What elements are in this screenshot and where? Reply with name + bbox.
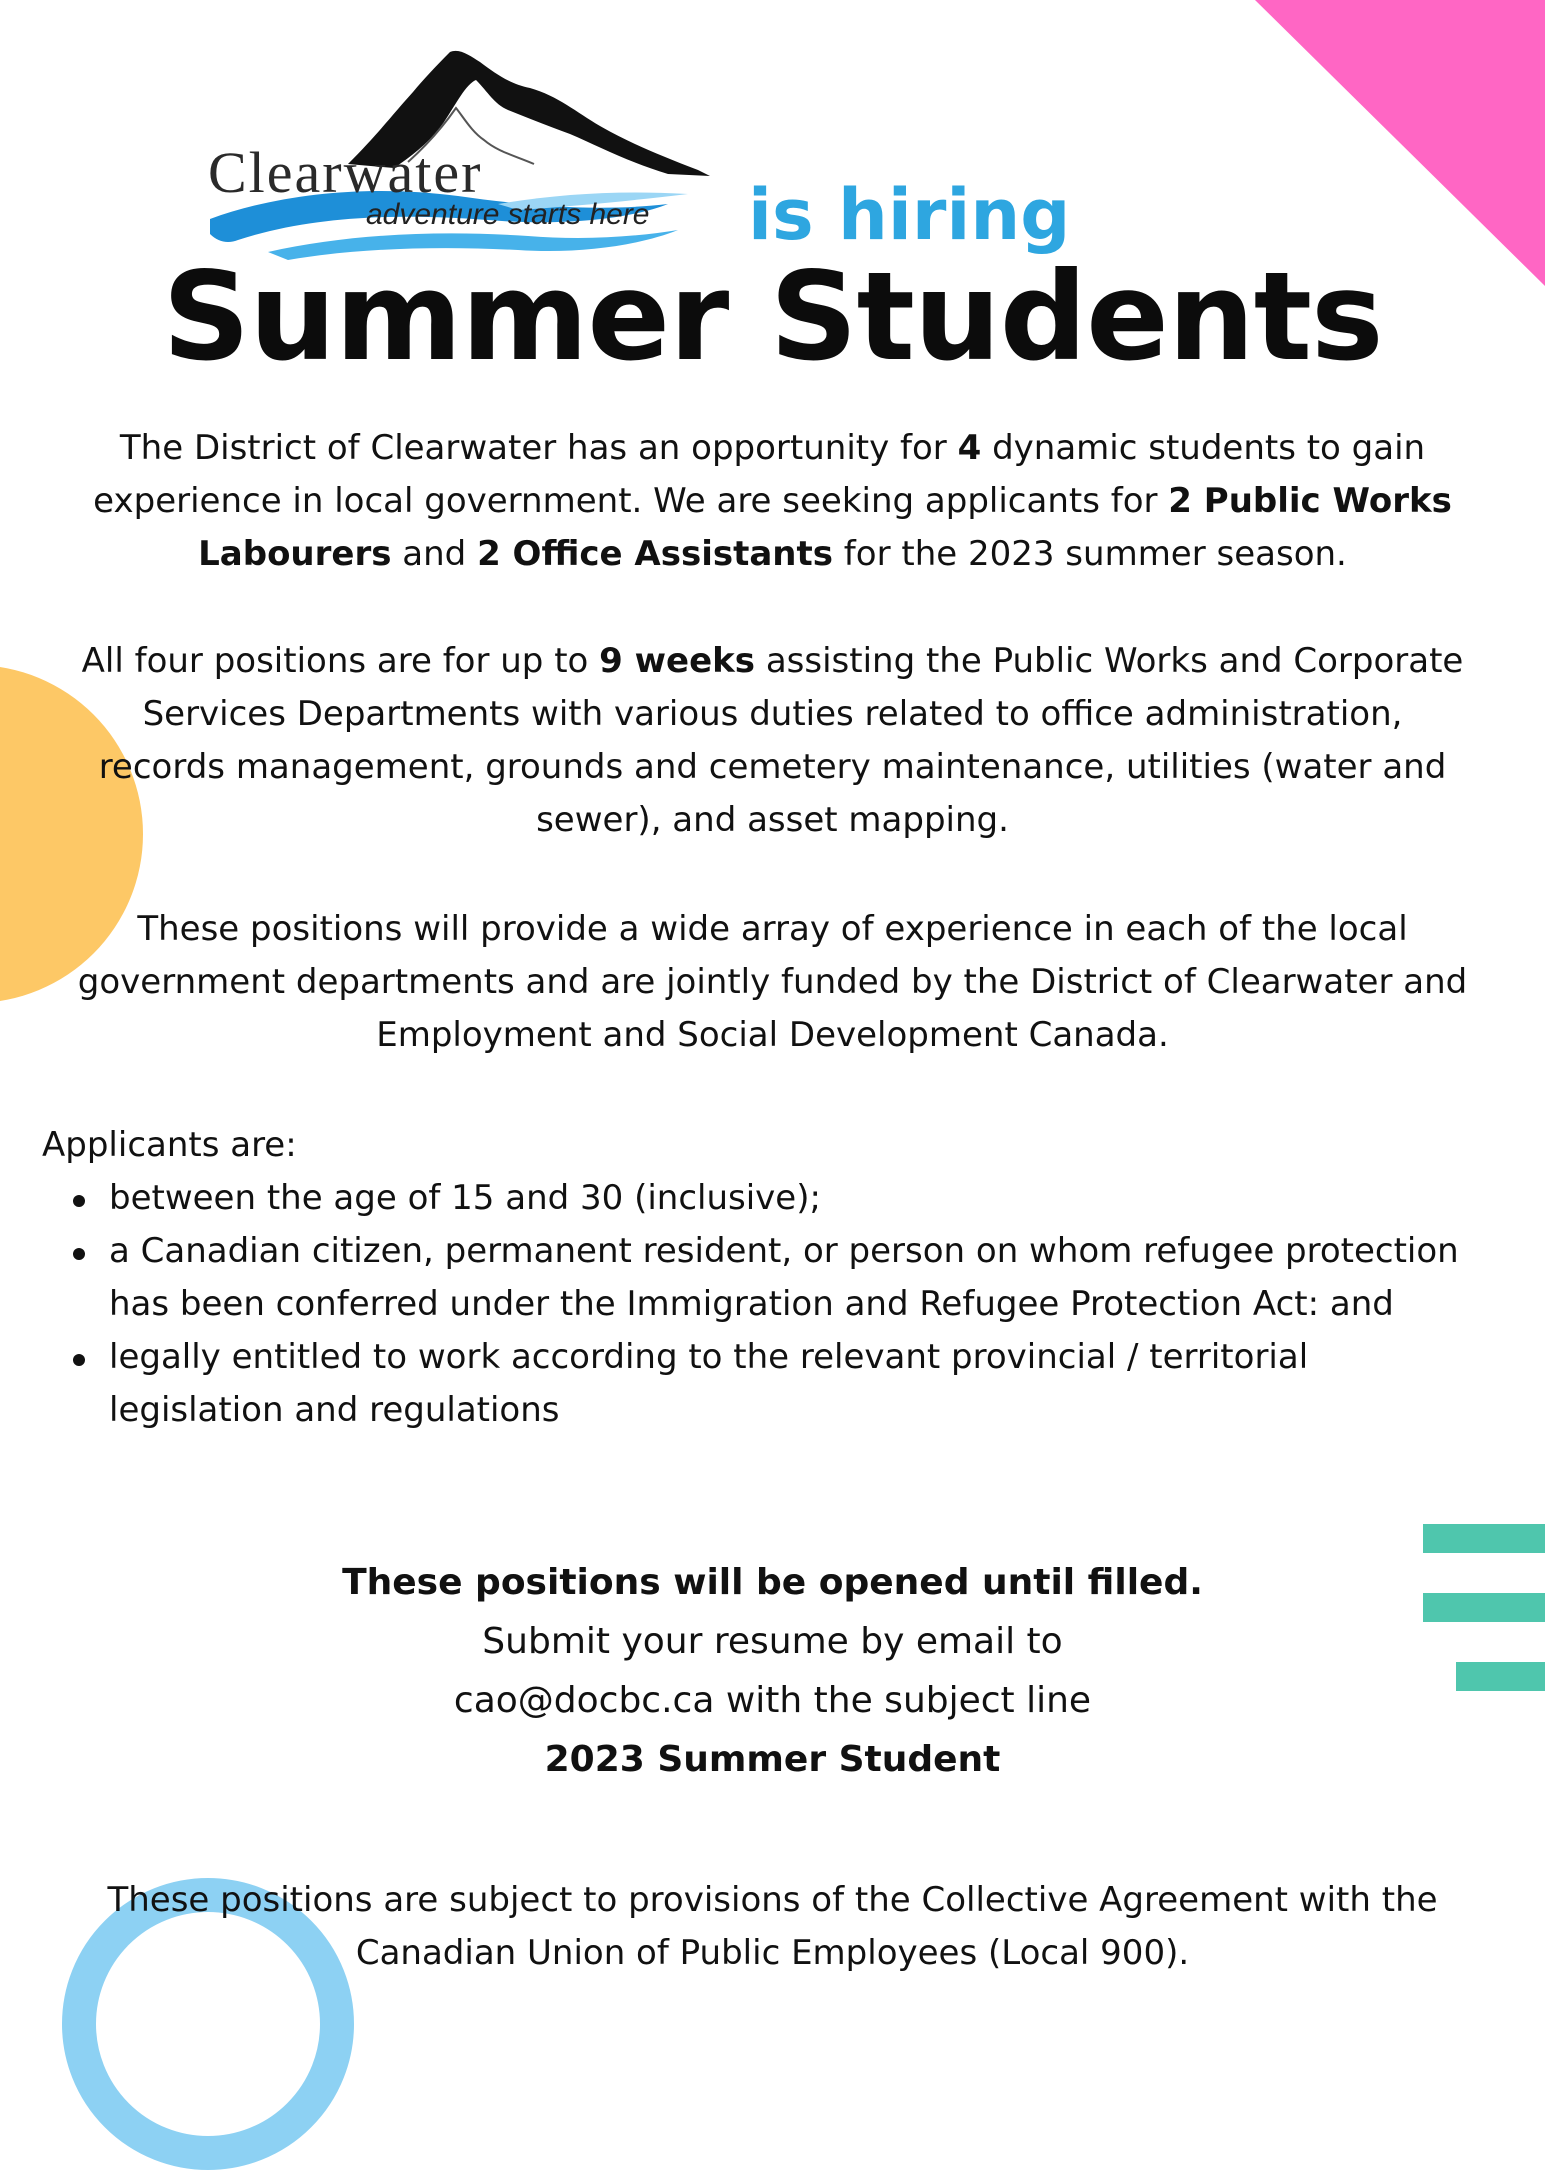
submit-instruction: Submit your resume by email to bbox=[482, 1621, 1063, 1662]
applicants-section bbox=[42, 1119, 1462, 1437]
logo-tagline: adventure starts here bbox=[366, 198, 650, 231]
list-item: legally entitled to work according to the relevant provincial / territorial legislation and regulations bbox=[109, 1331, 1462, 1437]
bullet-icon bbox=[73, 1354, 85, 1366]
funding-paragraph: These positions will provide a wide array of experience in each of the local government departments and are jointly funded by the District of Clearwater and Employment and Social Development Canada. bbox=[77, 909, 1468, 1055]
teal-bar-decoration bbox=[1423, 1524, 1545, 1553]
list-item: a Canadian citizen, permanent resident, or person on whom refugee protection has been conferred under the Immigration and Refugee Protection Act: and bbox=[109, 1225, 1462, 1331]
applicants-heading: Applicants are: bbox=[42, 1125, 297, 1165]
bullet-icon bbox=[73, 1195, 85, 1207]
subject-line: 2023 Summer Student bbox=[544, 1739, 1001, 1780]
intro-paragraph: The District of Clearwater has an opportunity for 4 dynamic students to gain experience in local government. We are seeking applicants for 2 Public Works Labourers and 2 Office Assistants for the 2023 summer season. bbox=[93, 428, 1452, 574]
open-until-filled-notice: These positions will be opened until filled. bbox=[342, 1562, 1203, 1603]
clearwater-logo bbox=[198, 44, 738, 270]
application-instructions bbox=[0, 1553, 1545, 1789]
list-item: between the age of 15 and 30 (inclusive); bbox=[109, 1172, 1462, 1225]
details-paragraph: All four positions are for up to 9 weeks assisting the Public Works and Corporate Services Departments with various duties related to office administration, records management, grounds and cemetery maintenance, utilities (water and sewer), and asset mapping. bbox=[81, 641, 1464, 840]
email-instruction: cao@docbc.ca with the subject line bbox=[453, 1680, 1092, 1721]
bullet-icon bbox=[73, 1248, 85, 1260]
applicants-list bbox=[42, 1172, 1462, 1437]
logo-wordmark: Clearwater bbox=[208, 140, 483, 205]
page-title: Summer Students bbox=[162, 246, 1383, 388]
collective-agreement-note: These positions are subject to provisions of the Collective Agreement with the Canadian Union of Public Employees (Local 900). bbox=[107, 1880, 1438, 1973]
hiring-subtitle: is hiring bbox=[748, 174, 1071, 256]
